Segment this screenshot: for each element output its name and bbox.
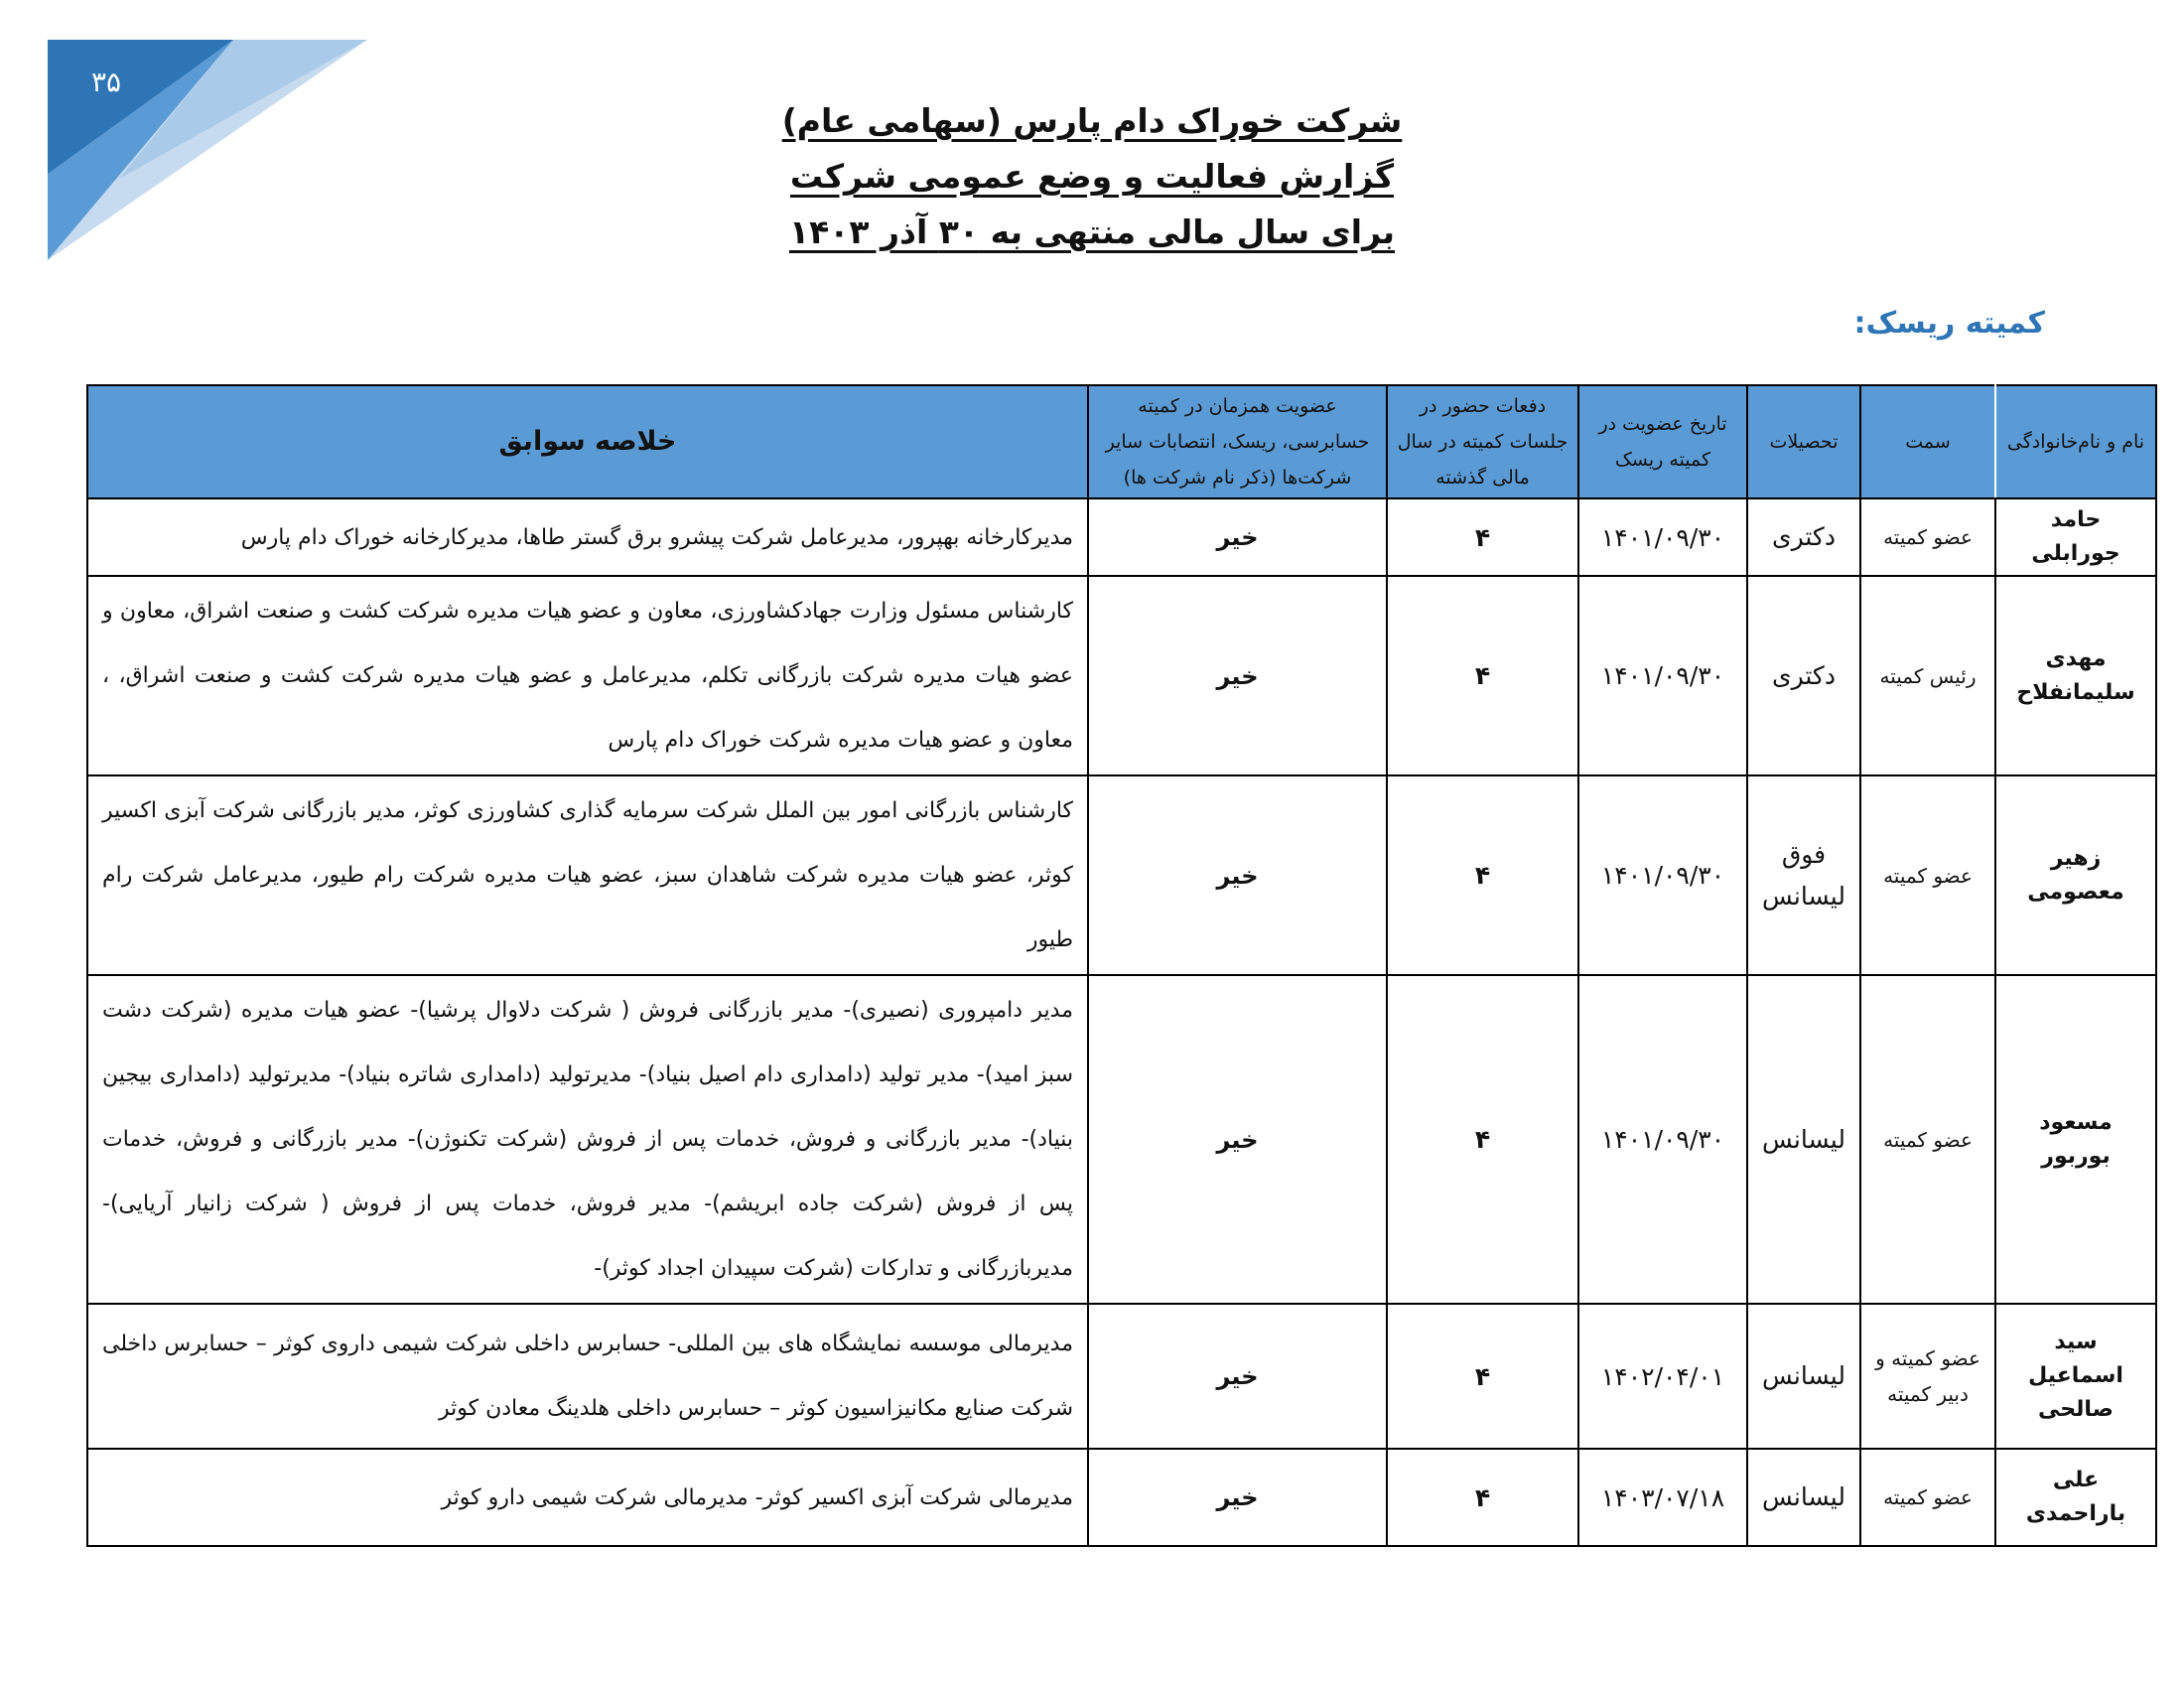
- table-row: [87, 775, 2156, 975]
- member-name: مسعود بوربور: [1995, 975, 2156, 1304]
- table-row: [87, 1449, 2156, 1546]
- corner-decoration: [0, 0, 397, 278]
- membership-date: ۱۴۰۲/۰۴/۰۱: [1578, 1304, 1747, 1449]
- concurrent-membership: خیر: [1088, 975, 1387, 1304]
- attendance-count: ۴: [1387, 975, 1578, 1304]
- membership-date: ۱۴۰۱/۰۹/۳۰: [1578, 498, 1747, 576]
- header-name: نام و نام‌خانوادگی: [1995, 385, 2156, 498]
- member-education: لیسانس: [1747, 1449, 1860, 1546]
- risk-committee-table: [86, 384, 2157, 1547]
- member-education: دکتری: [1747, 576, 1860, 775]
- membership-date: ۱۴۰۳/۰۷/۱۸: [1578, 1449, 1747, 1546]
- table-header-row: [87, 385, 2156, 498]
- member-name: علی باراحمدی: [1995, 1449, 2156, 1546]
- table-row: [87, 498, 2156, 576]
- background-summary: مدیرمالی موسسه نمایشگاه های بین المللی- حسابرس داخلی شرکت شیمی داروی کوثر – حسابرس داخلی شرکت صنایع مکانیزاسیون کوثر – حسابرس داخلی هلدینگ معادن کوثر: [87, 1304, 1088, 1449]
- report-title-block: [596, 99, 1588, 266]
- member-education: فوق لیسانس: [1747, 775, 1860, 975]
- background-summary: مدیر دامپروری (نصیری)- مدیر بازرگانی فروش ( شرکت دلاوال پرشیا)- عضو هیات مدیره (شرکت دشت سبز امید)- مدیر تولید (دامداری دام اصیل بنیاد)- مدیرتولید (دامداری شاتره بنیاد)- مدیرتولید (دامداری بیجین بنیاد)- مدیر بازرگانی و فروش، خدمات پس از فروش (شرکت تکنوژن)- مدیر بازرگانی و فروش، خدمات پس از فروش (شرکت جاده ابریشم)- مدیر فروش، خدمات پس از فروش ( شرکت زانیار آریایی)- مدیربازرگانی و تدارکات (شرکت سپیدان اجداد کوثر)-: [87, 975, 1088, 1304]
- member-name: مهدی سلیمانفلاح: [1995, 576, 2156, 775]
- table-row: [87, 975, 2156, 1304]
- header-role: سمت: [1860, 385, 1995, 498]
- header-attendance: دفعات حضور در جلسات کمیته در سال مالی گذشته: [1387, 385, 1578, 498]
- membership-date: ۱۴۰۱/۰۹/۳۰: [1578, 775, 1747, 975]
- period-title: برای سال مالی منتهی به ۳۰ آذر ۱۴۰۳: [788, 212, 1396, 251]
- member-role: عضو کمیته: [1860, 775, 1995, 975]
- concurrent-membership: خیر: [1088, 775, 1387, 975]
- member-name: زهیر معصومی: [1995, 775, 2156, 975]
- attendance-count: ۴: [1387, 576, 1578, 775]
- attendance-count: ۴: [1387, 775, 1578, 975]
- member-role: عضو کمیته و دبیر کمیته: [1860, 1304, 1995, 1449]
- member-name: حامد جورابلی: [1995, 498, 2156, 576]
- member-role: عضو کمیته: [1860, 498, 1995, 576]
- member-role: عضو کمیته: [1860, 1449, 1995, 1546]
- report-title: گزارش فعالیت و وضع عمومی شرکت: [789, 157, 1395, 196]
- concurrent-membership: خیر: [1088, 1304, 1387, 1449]
- attendance-count: ۴: [1387, 1304, 1578, 1449]
- attendance-count: ۴: [1387, 1449, 1578, 1546]
- member-education: دکتری: [1747, 498, 1860, 576]
- background-summary: مدیرمالی شرکت آبزی اکسیر کوثر- مدیرمالی شرکت شیمی دارو کوثر: [87, 1449, 1088, 1546]
- attendance-count: ۴: [1387, 498, 1578, 576]
- page-number: ۳۵: [91, 66, 122, 98]
- concurrent-membership: خیر: [1088, 576, 1387, 775]
- concurrent-membership: خیر: [1088, 1449, 1387, 1546]
- background-summary: کارشناس مسئول وزارت جهادکشاورزی، معاون و عضو هیات مدیره شرکت کشت و صنعت اشراق، معاون و عضو هیات مدیره شرکت بازرگانی تکلم، مدیرعامل و عضو هیات مدیره شرکت کشت و صنعت اشراق، ، معاون و عضو هیات مدیره شرکت خوراک دام پارس: [87, 576, 1088, 775]
- membership-date: ۱۴۰۱/۰۹/۳۰: [1578, 975, 1747, 1304]
- member-name: سید اسماعیل صالحی: [1995, 1304, 2156, 1449]
- background-summary: کارشناس بازرگانی امور بین الملل شرکت سرمایه گذاری کشاورزی کوثر، مدیر بازرگانی شرکت آبزی اکسیر کوثر، عضو هیات مدیره شرکت شاهدان سبز، عضو هیات مدیره شرکت رام طیور، مدیرعامل شرکت رام طیور: [87, 775, 1088, 975]
- table-row: [87, 1304, 2156, 1449]
- header-membership-date: تاریخ عضویت در کمیته ریسک: [1578, 385, 1747, 498]
- member-education: لیسانس: [1747, 975, 1860, 1304]
- header-summary: خلاصه سوابق: [87, 385, 1088, 498]
- member-role: عضو کمیته: [1860, 975, 1995, 1304]
- header-concurrent-membership: عضویت همزمان در کمیته حسابرسی، ریسک، انتصابات سایر شرکت‌ها (ذکر نام شرکت ها): [1088, 385, 1387, 498]
- section-title: کمیته ریسک:: [1853, 306, 2045, 341]
- concurrent-membership: خیر: [1088, 498, 1387, 576]
- member-role: رئیس کمیته: [1860, 576, 1995, 775]
- table-row: [87, 576, 2156, 775]
- membership-date: ۱۴۰۱/۰۹/۳۰: [1578, 576, 1747, 775]
- company-title: شرکت خوراک دام پارس (سهامی عام): [781, 101, 1403, 140]
- header-education: تحصیلات: [1747, 385, 1860, 498]
- background-summary: مدیرکارخانه بهپرور، مدیرعامل شرکت پیشرو برق گستر طاها، مدیرکارخانه خوراک دام پارس: [87, 498, 1088, 576]
- member-education: لیسانس: [1747, 1304, 1860, 1449]
